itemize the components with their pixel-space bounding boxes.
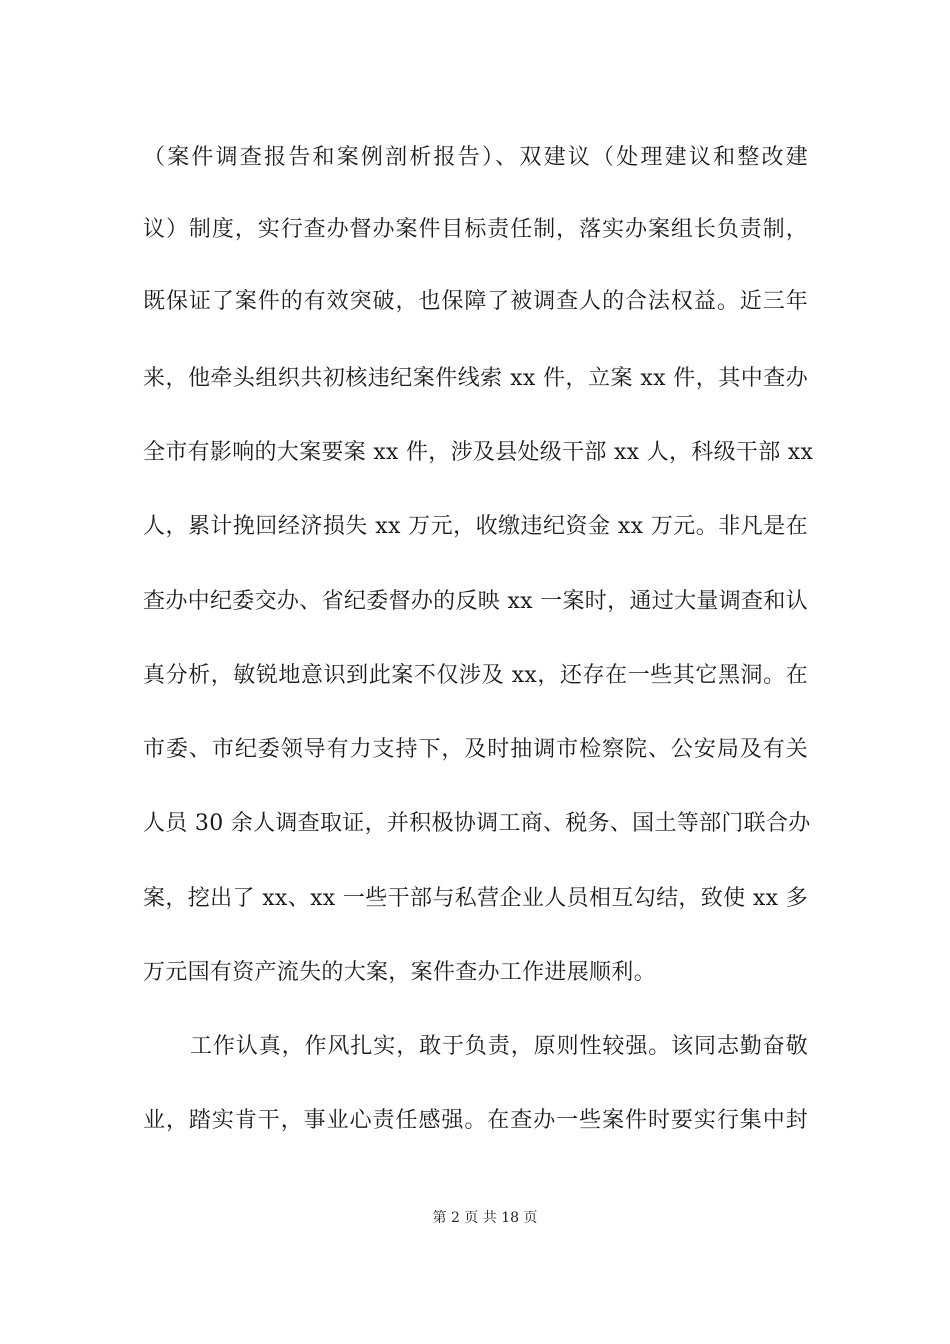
text-line: 业，踏实肯干，事业心责任感强。在查办一些案件时要实行集中封 [143,1108,808,1133]
text-line: 既保证了案件的有效突破，也保障了被调查人的合法权益。近三年 [143,289,808,314]
paragraph-first-line: 工作认真，作风扎实，敢于负责，原则性较强。该同志勤奋敬 [190,1034,808,1059]
text-line: 查办中纪委交办、省纪委督办的反映 xx 一案时，通过大量调查和认 [143,589,808,614]
text-line: 万元国有资产流失的大案，案件查办工作进展顺利。 [143,960,656,985]
text-line: 全市有影响的大案要案 xx 件，涉及县处级干部 xx 人，科级干部 xx [143,440,814,465]
text-line: 人，累计挽回经济损失 xx 万元，收缴违纪资金 xx 万元。非凡是在 [143,514,808,539]
text-line: 议）制度，实行查办督办案件目标责任制，落实办案组长负责制， [143,217,808,242]
text-line: （案件调查报告和案例剖析报告）、双建议（处理建议和整改建 [143,145,808,170]
text-line: 案，挖出了 xx、xx 一些干部与私营企业人员相互勾结，致使 xx 多 [143,886,808,911]
text-line: 真分析，敏锐地意识到此案不仅涉及 xx，还存在一些其它黑洞。在 [143,663,808,688]
page-number-footer: 第 2 页 共 18 页 [432,1210,538,1226]
text-line: 人员 30 余人调查取证，并积极协调工商、税务、国土等部门联合办 [143,811,811,836]
text-line: 来，他牵头组织共初核违纪案件线索 xx 件，立案 xx 件，其中查办 [143,366,808,391]
text-line: 市委、市纪委领导有力支持下，及时抽调市检察院、公安局及有关 [143,737,808,762]
